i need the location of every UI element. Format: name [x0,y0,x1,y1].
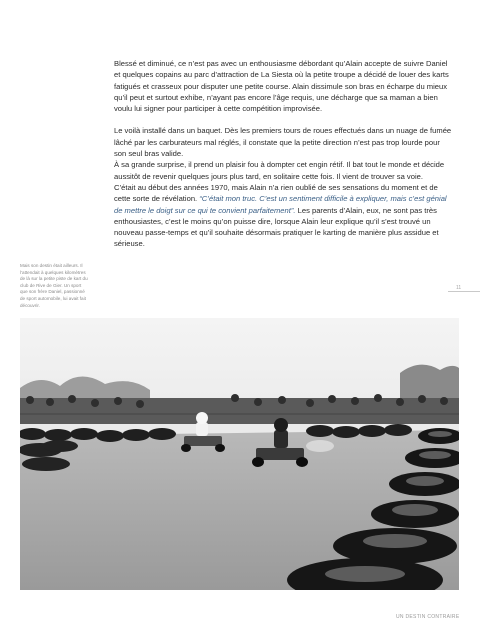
page-number: 11 [456,285,462,291]
paragraph-4-start: C’était au début des années 1970, mais Alain n’a rien oublié de ses sensations du moment et de cette sorte de révélation. [114,182,438,204]
paragraph-2: Le voilà installé dans un baquet. Dès les premiers tours de roues effectués dans un nuage de fumée lâché par les carburateurs mal réglés, il constate que la petite direction n’est pas trop lourde pour son seul bras valide. [114,126,452,159]
karting-photo [20,318,459,590]
paragraph-3: À sa grande surprise, il prend un plaisir fou à dompter cet engin rétif. Il bat tout le monde et décide aussitôt de revenir quelques jours plus tard, en solitaire cette fois. Il vient de trouver sa voie. [114,160,445,181]
running-footer: UN DESTIN CONTRAIRE [396,614,460,620]
folio-rule [448,291,480,292]
body-text [114,58,452,261]
paragraph-4 [114,182,452,250]
alain-quote: “C’était mon truc. C’est un sentiment difficile à expliquer, mais c’est génial de mettre le doigt sur ce qui te convient parfaitement”. [114,194,447,215]
side-caption: Mais son destin était ailleurs. Il l’attendait à quelques kilomètres de là sur la petite piste de kart du club de Rive de Gier. Un sport que son frère Daniel, passionné de sport automobile, lui avait fait découvrir. [20,263,88,308]
paragraph-4-end: Les parents d’Alain, eux, ne sont pas très enthousiastes, c’est le moins qu’on puisse dire, lorsque Alain leur explique qu’il s’est trouvé un nouveau passe-temps et qu’il souhaite désormais pratiquer le karting de manière plus assidue et sérieuse. [114,205,439,249]
karting-photo-illustration [20,318,459,590]
paragraph-1: Blessé et diminué, ce n’est pas avec un enthousiasme débordant qu’Alain accepte de suivre Daniel et quelques copains au parc d’attraction de La Siesta où la petite troupe a décidé de louer des karts fatigués et crasseux pour disputer une petite course. Alain dissimule son bras en écharpe du mieux qu’il peut et surtout exhibe, n’ayant pas encore l’âge requis, une décharge que sa maman a bien voulu lui signer pour participer à cette compétition improvisée. [114,59,449,114]
